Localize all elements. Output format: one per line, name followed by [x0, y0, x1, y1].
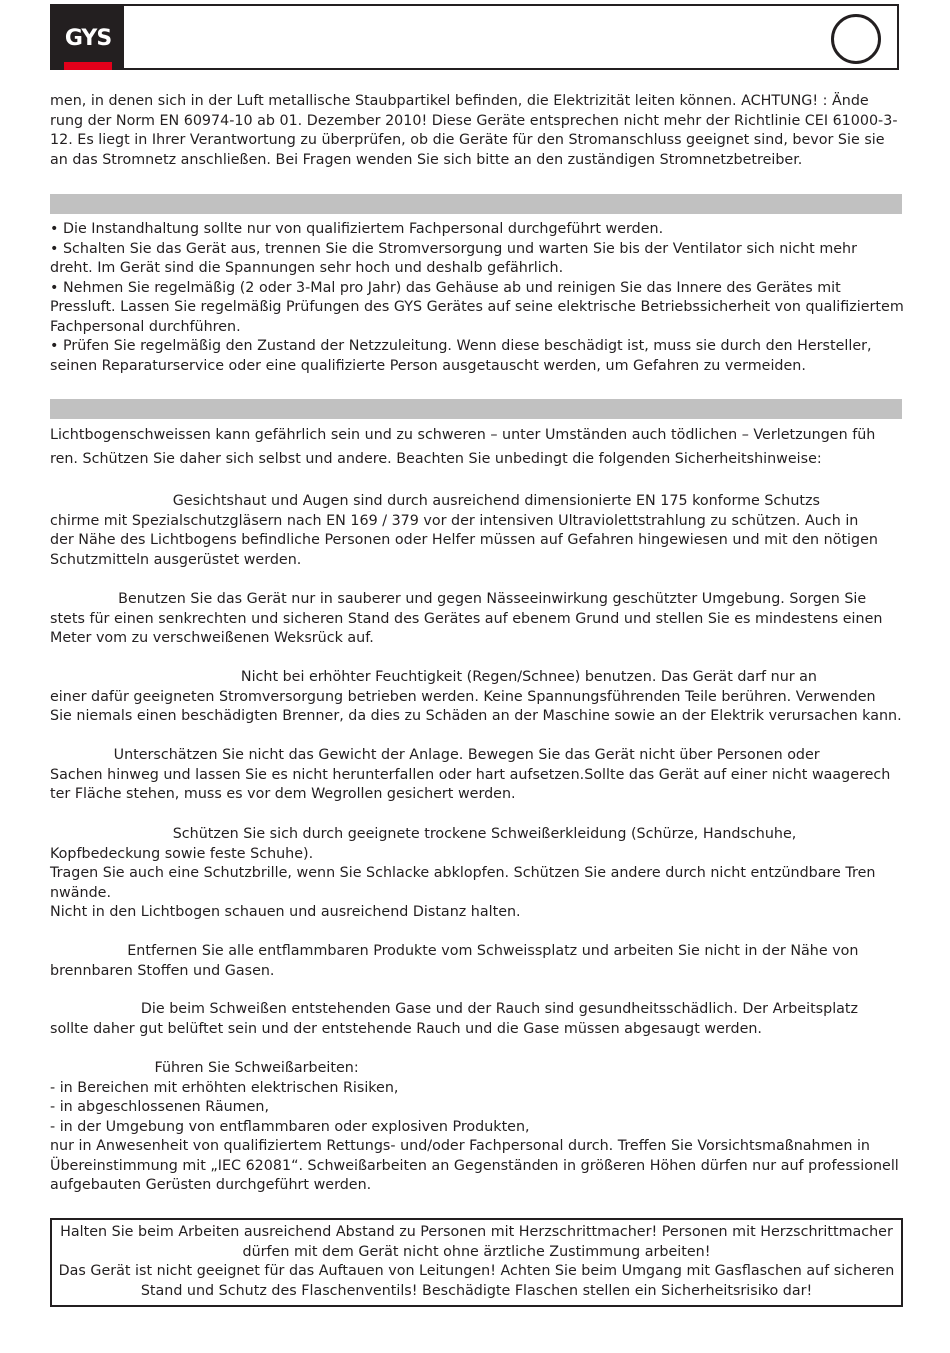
language-circle-icon — [831, 14, 881, 64]
warning-box — [50, 1218, 903, 1307]
page-header — [50, 4, 899, 70]
safety-paragraph-weight: Unterschätzen Sie nicht das Gewicht der Anlage. Bewegen Sie das Gerät nicht über Personen oder Sachen hinweg und lassen Sie es nicht herunterfallen oder hart aufsetzen.Sollte das Gerät auf einer nicht waagerech ter Fläche stehen, muss es vor dem Wegrollen gesichert werden. — [50, 747, 891, 802]
logo-text: GYS — [64, 26, 112, 51]
safety-intro-line2: ren. Schützen Sie daher sich selbst und andere. Beachten Sie unbedingt die folgenden Sicherheitshinweise: — [50, 451, 822, 467]
safety-paragraph-clothing: Schützen Sie sich durch geeignete trockene Schweißerkleidung (Schürze, Handschuhe, Kopfbedeckung sowie feste Schuhe). Tragen Sie auch eine Schutzbrille, wenn Sie Schlacke abklopfen. Schützen Sie andere durch nicht entzündbare Tren nwände. Nicht in den Lichtbogen schauen und ausreichend Distanz halten. — [50, 826, 876, 920]
logo-red-stripe — [64, 62, 112, 70]
safety-intro-line1: Lichtbogenschweissen kann gefährlich sein und zu schweren – unter Umständen auch tödlichen – Verletzungen füh — [50, 427, 876, 443]
safety-paragraph-risk-areas: Führen Sie Schweißarbeiten: - in Bereichen mit erhöhten elektrischen Risiken, - in abgeschlossenen Räumen, - in der Umgebung von entflammbaren oder explosiven Produkten, nur in Anwesenheit von qualifiziertem Rettungs- und/oder Fachpersonal durch. Treffen Sie Vorsichtsmaßnahmen in Übereinstimmung mit „IEC 62081“. Schweißarbeiten an Gegenständen in größeren Höhen dürfen nur auf professionell aufgebauten Gerüsten durchgeführt werden. — [50, 1060, 899, 1193]
intro-paragraph: men, in denen sich in der Luft metallische Staubpartikel befinden, die Elektrizität leiten können. ACHTUNG! : Ände rung der Norm EN 60974-10 ab 01. Dezember 2010! Diese Geräte entsprechen nicht mehr der Richtlinie CEI 61000-3- 12. Es liegt in Ihrer Verantwortung zu überprüfen, ob die Geräte für den Stromanschluss geeignet sind, bevor Sie sie an das Stromnetz anschließen. Bei Fragen wenden Sie sich bitte an den zuständigen Stromnetzbetreiber. — [50, 93, 898, 168]
section-bar-maintenance — [50, 194, 902, 214]
safety-paragraph-fire: Entfernen Sie alle entflammbaren Produkte vom Schweissplatz und arbeiten Sie nicht in der Nähe von brennbaren Stoffen und Gasen. — [50, 943, 859, 979]
safety-paragraph-eyes: Gesichtshaut und Augen sind durch ausreichend dimensionierte EN 175 konforme Schutzs chirme mit Spezialschutzgläsern nach EN 169 / 379 vor der intensiven Ultraviolettstrahlung zu schützen. Auch in der Nähe des Lichtbogens befindliche Personen oder Helfer müssen auf Gefahren hingewiesen und mit den nötigen Schutzmitteln ausgerüstet werden. — [50, 493, 878, 568]
maintenance-list: • Die Instandhaltung sollte nur von qualifiziertem Fachpersonal durchgeführt werden. • Schalten Sie das Gerät aus, trennen Sie die Stromversorgung und warten Sie bis der Ventilator sich nicht mehr dreht. Im Gerät sind die Spannungen sehr hoch und deshalb gefährlich. • Nehmen Sie regelmäßig (2 oder 3-Mal pro Jahr) das Gehäuse ab und reinigen Sie das Innere des Gerätes mit Pressluft. Lassen Sie regelmäßig Prüfungen des GYS Gerätes auf seine elektrische Betriebssicherheit von qualifiziertem Fachpersonal durchführen. • Prüfen Sie regelmäßig den Zustand der Netzzuleitung. Wenn diese beschädigt ist, muss sie durch den Hersteller, seinen Reparaturservice oder eine qualifizierte Person ausgetauscht werden, um Gefahren zu vermeiden. — [50, 221, 904, 374]
safety-paragraph-fumes: Die beim Schweißen entstehenden Gase und der Rauch sind gesundheitsschädlich. Der Arbeitsplatz sollte daher gut belüftet sein und der entstehende Rauch und die Gase müssen abgesaugt werden. — [50, 1001, 859, 1037]
gys-logo — [52, 6, 124, 70]
safety-paragraph-electric: Nicht bei erhöhter Feuchtigkeit (Regen/Schnee) benutzen. Das Gerät darf nur an einer dafür geeigneten Stromversorgung betrieben werden. Keine Spannungsführenden Teile berühren. Verwenden Sie niemals einen beschädigten Brenner, da dies zu Schäden an der Maschine sowie an der Elektrik verursachen kann. — [50, 669, 902, 724]
warning-box-text: Halten Sie beim Arbeiten ausreichend Abstand zu Personen mit Herzschrittmacher! Personen mit Herzschrittmacher dürfen mit dem Gerät nicht ohne ärztliche Zustimmung arbeiten! Das Gerät ist nicht geeignet für das Auftauen von Leitungen! Achten Sie beim Umgang mit Gasflaschen auf sicheren Stand und Schutz des Flaschenventils! Beschädigte Flaschen stellen ein Sicherheitsrisiko dar! — [58, 1224, 895, 1299]
safety-paragraph-environment: Benutzen Sie das Gerät nur in sauberer und gegen Nässeeinwirkung geschützter Umgebung. Sorgen Sie stets für einen senkrechten und sicheren Stand des Gerätes auf ebenem Grund und stellen Sie es mindestens einen Meter vom zu verschweißenen Weksrück auf. — [50, 591, 883, 646]
section-bar-safety — [50, 399, 902, 419]
